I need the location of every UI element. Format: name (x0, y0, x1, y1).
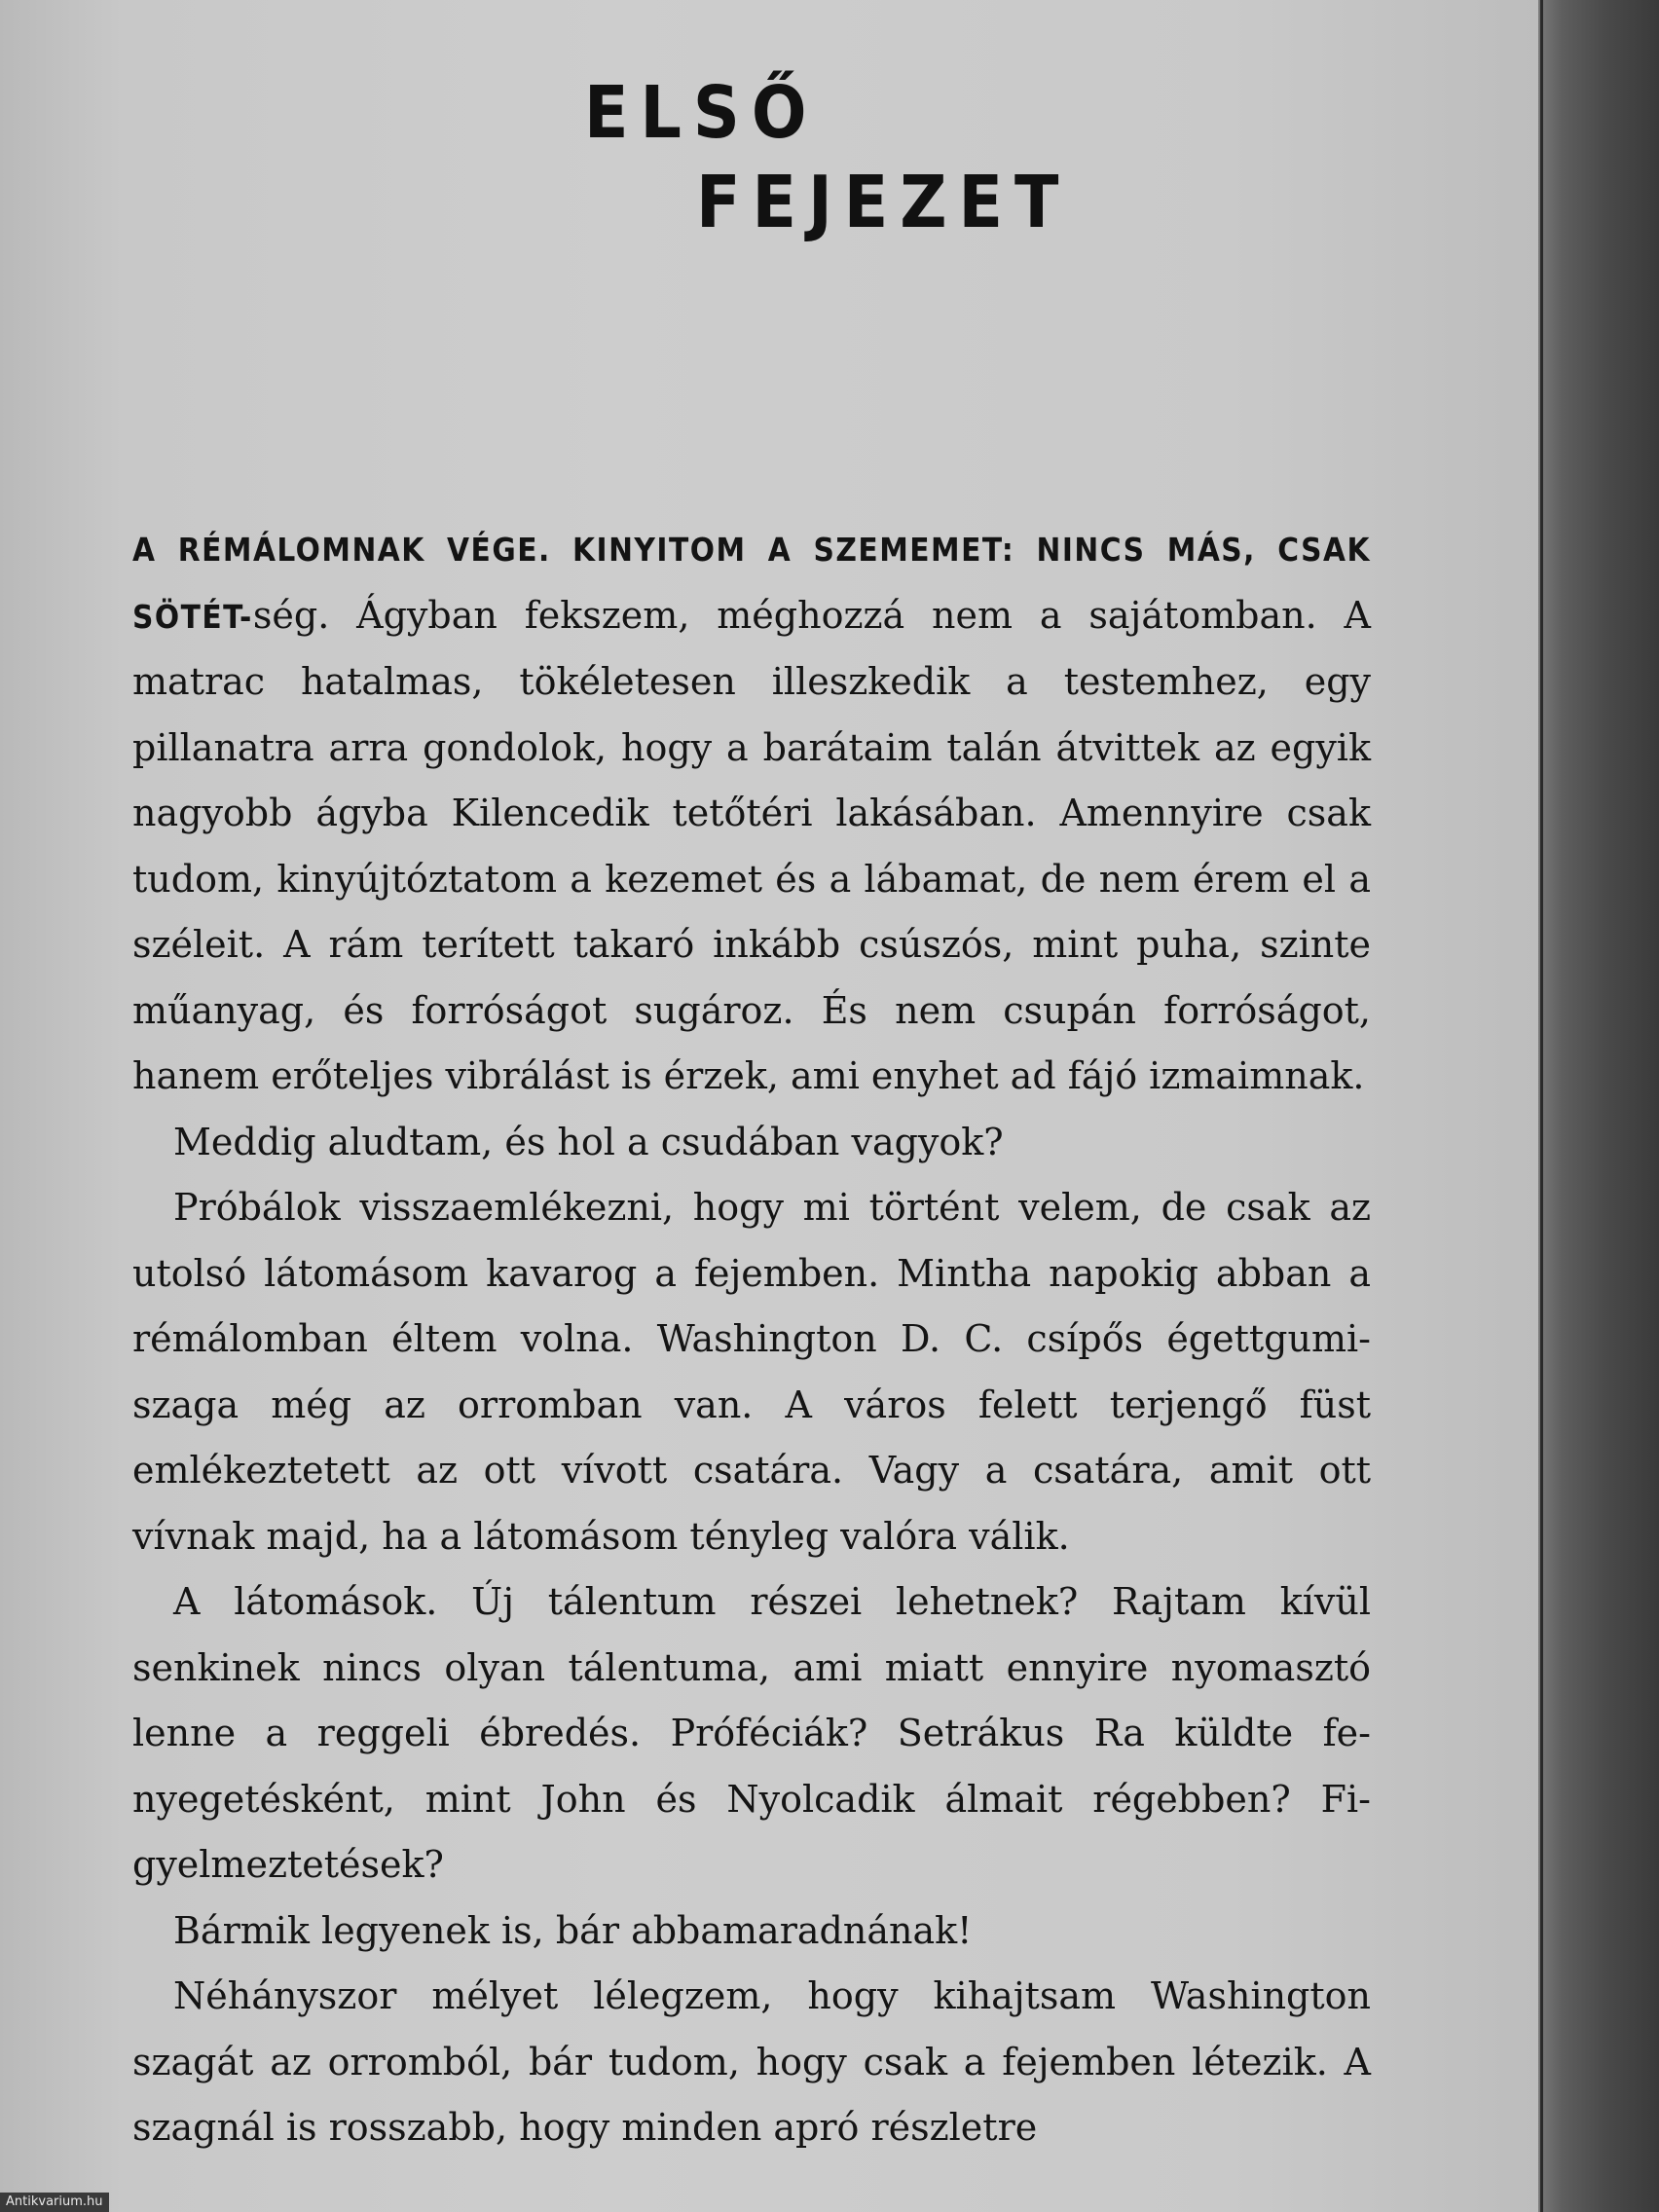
chapter-title-line2: FEJEZET (696, 160, 1071, 244)
page-edge-line (1540, 0, 1543, 2212)
chapter-title (0, 68, 1538, 247)
paragraph-2: Meddig aludtam, és hol a csudában vagyok? (173, 1120, 1004, 1163)
paragraph-3: Próbálok visszaemlékezni, hogy mi történt velem, de csak az utolsó látomásom kavarog a fejemben. Mintha napokig abban a rémálomban éltem volna. Washington D. C. csípős égettgumi-szaga még az orromban van. A város felett terjengő füst emlékeztetett az ott vívott csatára. Vagy a csatára, amit ott vívnak majd, ha a látomásom tényleg valóra válik. (132, 1186, 1371, 1558)
paragraph-5: Bármik legyenek is, bár abbamaradnának! (173, 1908, 973, 1952)
paragraph-1 (132, 516, 1371, 1110)
paragraph-6: Néhányszor mélyet lélegzem, hogy kihajtsam Washington szagát az orromból, bár tudom, hogy csak a fejemben létezik. A szagnál is rosszabb, hogy minden apró részletre (132, 1974, 1371, 2149)
chapter-body (132, 516, 1371, 2161)
paragraph-4: A látomások. Új tálentum részei lehetnek? Rajtam kívül senkinek nincs olyan tálentuma, ami miatt ennyire nyomasztó lenne a reggeli ébredés. Próféciák? Setrákus Ra küldte fenyegetésként, mint John és Nyolcadik álmait régebben? Figyelmeztetések? (132, 1580, 1371, 1886)
watermark: Antikvarium.hu (0, 2193, 109, 2212)
page-edge (1538, 0, 1659, 2212)
lead-in-caps: A RÉMÁLOMNAK VÉGE. KINYITOM A SZEMEMET: NINCS MÁS, CSAK SÖTÉT- (132, 531, 1371, 636)
paragraph-1-text: ség. Ágyban fekszem, méghozzá nem a sajátomban. A matrac hatalmas, tökéletesen illeszkedik a testemhez, egy pillanatra arra gondolok, hogy a barátaim talán átvittek az egyik nagyobb ágyba Kilencedik tetőtéri lakásában. Amennyire csak tudom, kinyújtóztatom a kezemet és a lábamat, de nem érem el a széleit. A rám terített takaró inkább csúszós, mint puha, szinte műanyag, és forróságot sugároz. És nem csupán forróságot, hanem erőteljes vibrálást is érzek, ami enyhet ad fájó izmaimnak. (132, 593, 1371, 1097)
chapter-title-line1: ELSŐ (584, 70, 819, 155)
